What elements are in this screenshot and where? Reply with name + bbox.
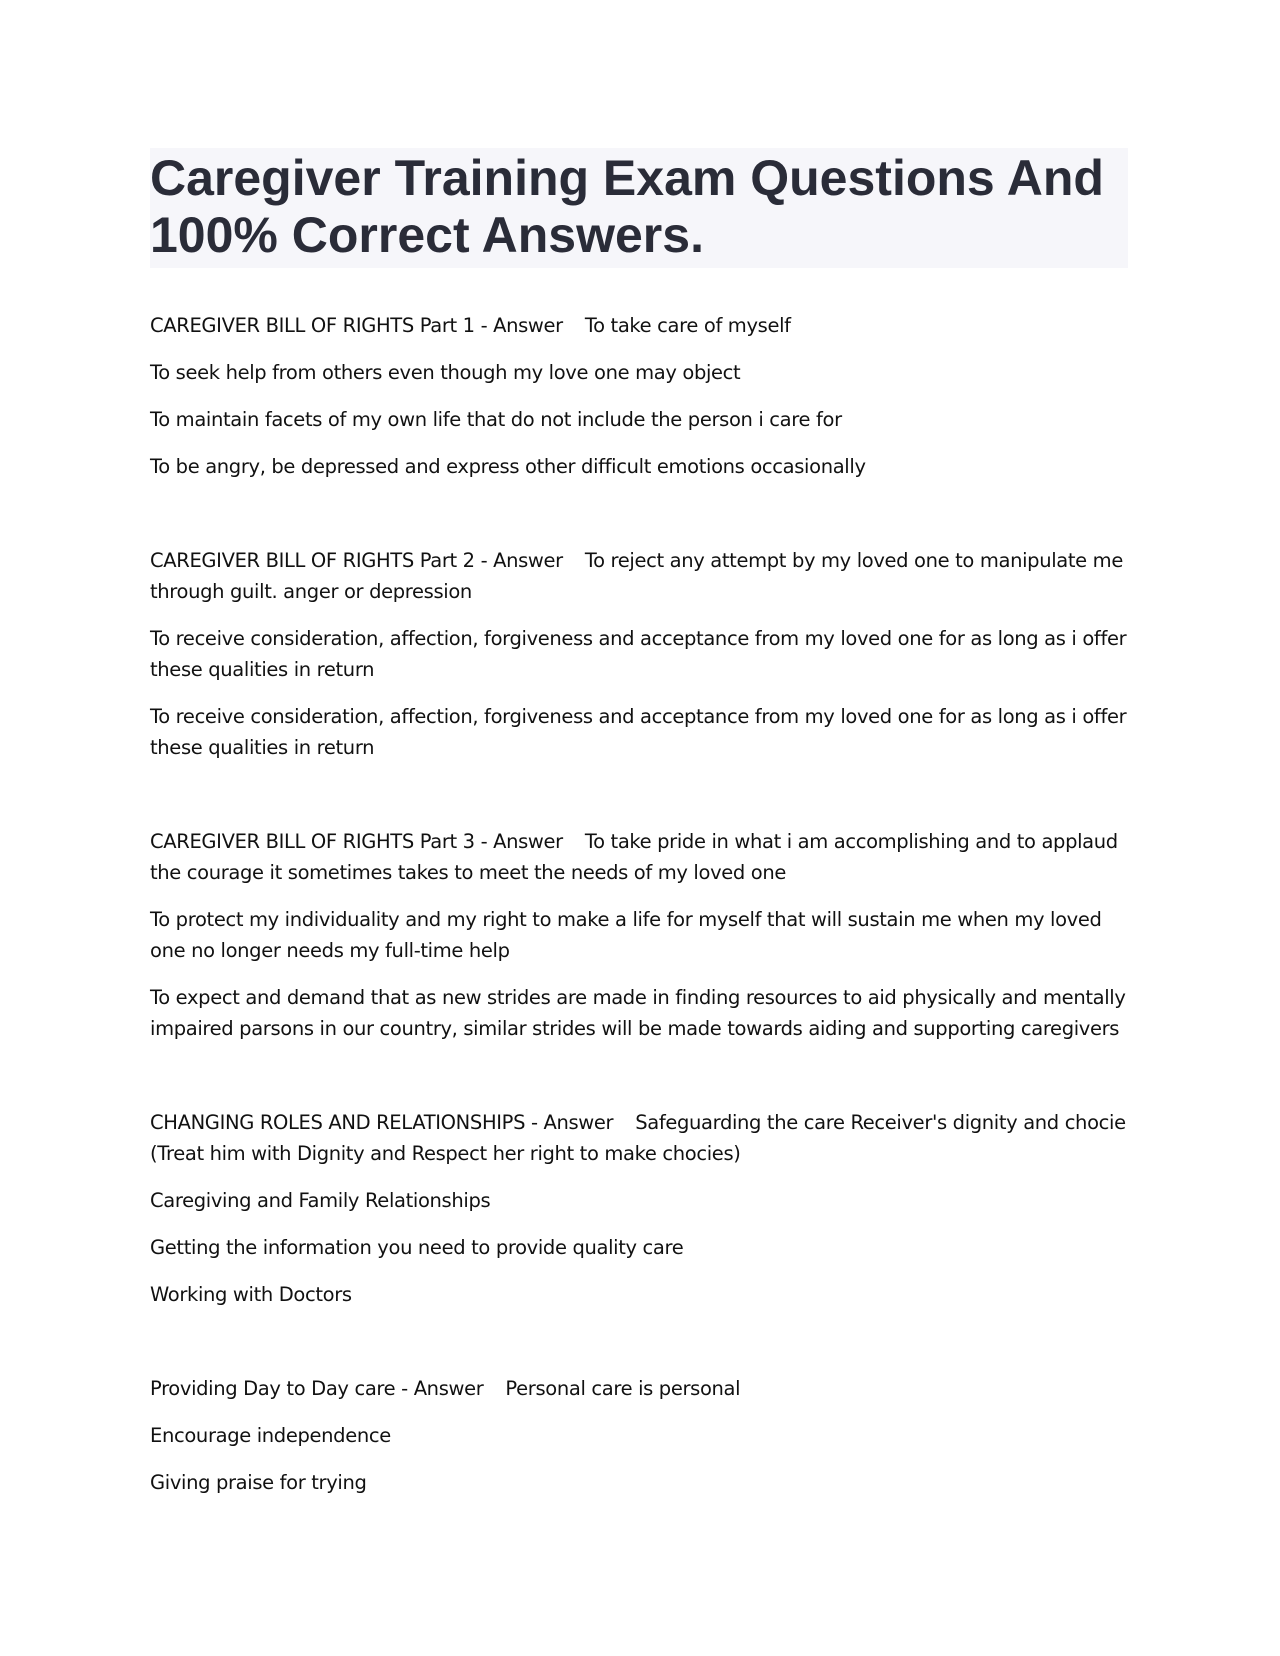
answer-line: Giving praise for trying (150, 1471, 367, 1494)
answer-text: To take pride in what i am accomplishing and to applaud the courage it sometimes takes to meet the needs of my loved one (150, 830, 1118, 884)
answer-line: To be angry, be depressed and express other difficult emotions occasionally (150, 455, 866, 478)
question-text: CAREGIVER BILL OF RIGHTS Part 2 - Answer (150, 549, 563, 572)
answer-text: To take care of myself (584, 314, 791, 337)
answer-line: Caregiving and Family Relationships (150, 1189, 491, 1212)
question-paragraph (150, 1373, 1128, 1404)
qa-section-2 (150, 545, 1128, 763)
question-paragraph (150, 1107, 1128, 1169)
document-body (150, 310, 1128, 1498)
answer-line: To maintain facets of my own life that do not include the person i care for (150, 408, 842, 431)
question-text: Providing Day to Day care - Answer (150, 1377, 484, 1400)
question-paragraph (150, 545, 1128, 607)
answer-line: To receive consideration, affection, forgiveness and acceptance from my loved one for as long as i offer these qualities in return (150, 627, 1127, 681)
answer-text: Personal care is personal (505, 1377, 741, 1400)
answer-text: To reject any attempt by my loved one to manipulate me through guilt. anger or depression (150, 549, 1123, 603)
qa-section-5 (150, 1373, 1128, 1498)
answer-line: Getting the information you need to provide quality care (150, 1236, 684, 1259)
question-paragraph (150, 310, 1128, 341)
answer-line: To expect and demand that as new strides are made in finding resources to aid physically and mentally impaired parsons in our country, similar strides will be made towards aiding and supporting caregivers (150, 986, 1126, 1040)
document-page (150, 148, 1128, 1561)
title-block (150, 148, 1128, 268)
qa-section-4 (150, 1107, 1128, 1310)
question-text: CHANGING ROLES AND RELATIONSHIPS - Answer (150, 1111, 614, 1134)
answer-line: To receive consideration, affection, forgiveness and acceptance from my loved one for as long as i offer these qualities in return (150, 705, 1127, 759)
answer-line: To protect my individuality and my right to make a life for myself that will sustain me when my loved one no longer needs my full-time help (150, 908, 1102, 962)
question-paragraph (150, 826, 1128, 888)
answer-line: Encourage independence (150, 1424, 391, 1447)
answer-text: Safeguarding the care Receiver's dignity and chocie (Treat him with Dignity and Respect her right to make chocies) (150, 1111, 1126, 1165)
qa-section-3 (150, 826, 1128, 1044)
document-title: Caregiver Training Exam Questions And 100% Correct Answers. (150, 150, 1104, 263)
answer-line: To seek help from others even though my love one may object (150, 361, 741, 384)
qa-section-1 (150, 310, 1128, 482)
answer-line: Working with Doctors (150, 1283, 352, 1306)
question-text: CAREGIVER BILL OF RIGHTS Part 3 - Answer (150, 830, 563, 853)
question-text: CAREGIVER BILL OF RIGHTS Part 1 - Answer (150, 314, 563, 337)
